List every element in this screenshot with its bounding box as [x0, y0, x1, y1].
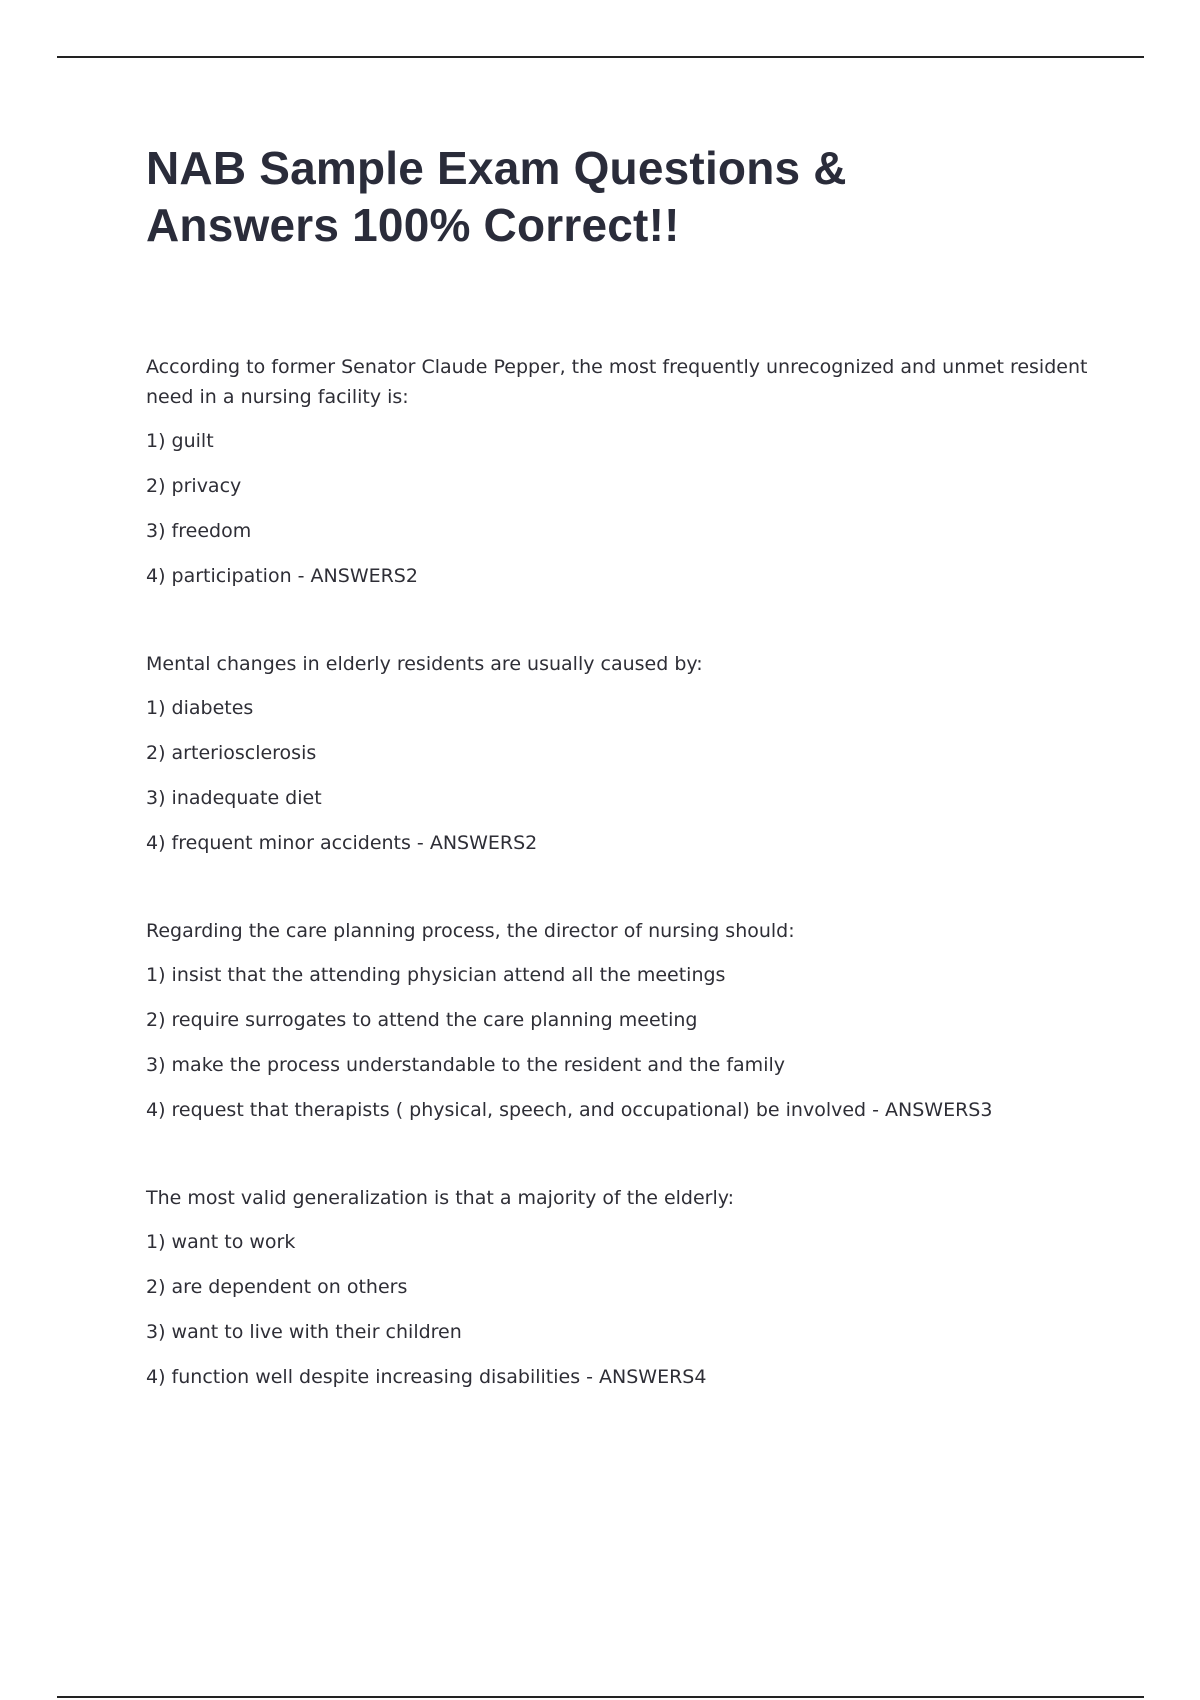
question-stem: Mental changes in elderly residents are usually caused by: — [146, 653, 703, 675]
answer-option: 3) make the process understandable to the resident and the family — [146, 1054, 785, 1076]
answer-option: 4) frequent minor accidents - ANSWERS2 — [146, 832, 538, 854]
answer-option: 2) require surrogates to attend the care planning meeting — [146, 1009, 698, 1031]
question-stem: According to former Senator Claude Pepper, the most frequently unrecognized and unmet resident need in a nursing facility is: — [146, 356, 1088, 408]
answer-option: 4) participation - ANSWERS2 — [146, 565, 418, 587]
answer-option: 4) request that therapists ( physical, speech, and occupational) be involved - ANSWERS3 — [146, 1099, 993, 1121]
bottom-divider — [57, 1696, 1144, 1698]
answer-option: 1) want to work — [146, 1231, 296, 1253]
title-line-1: NAB Sample Exam Questions & — [146, 142, 847, 194]
answer-option: 2) are dependent on others — [146, 1276, 408, 1298]
answer-option: 1) guilt — [146, 430, 214, 452]
question-4 — [146, 1183, 1096, 1392]
question-2 — [146, 649, 1096, 858]
answer-option: 1) diabetes — [146, 697, 254, 719]
answer-option: 4) function well despite increasing disabilities - ANSWERS4 — [146, 1366, 707, 1388]
answer-option: 3) freedom — [146, 520, 252, 542]
answer-option: 1) insist that the attending physician attend all the meetings — [146, 964, 726, 986]
question-stem: Regarding the care planning process, the director of nursing should: — [146, 920, 795, 942]
question-stem: The most valid generalization is that a majority of the elderly: — [146, 1187, 735, 1209]
title-line-2: Answers 100% Correct!! — [146, 199, 680, 251]
answer-option: 3) inadequate diet — [146, 787, 322, 809]
document-body — [146, 140, 1096, 1450]
document-title — [146, 140, 1096, 254]
question-3 — [146, 916, 1096, 1125]
answer-option: 2) arteriosclerosis — [146, 742, 317, 764]
answer-option: 2) privacy — [146, 475, 242, 497]
answer-option: 3) want to live with their children — [146, 1321, 462, 1343]
top-divider — [57, 56, 1144, 58]
question-1 — [146, 352, 1096, 591]
question-list — [146, 352, 1096, 1392]
